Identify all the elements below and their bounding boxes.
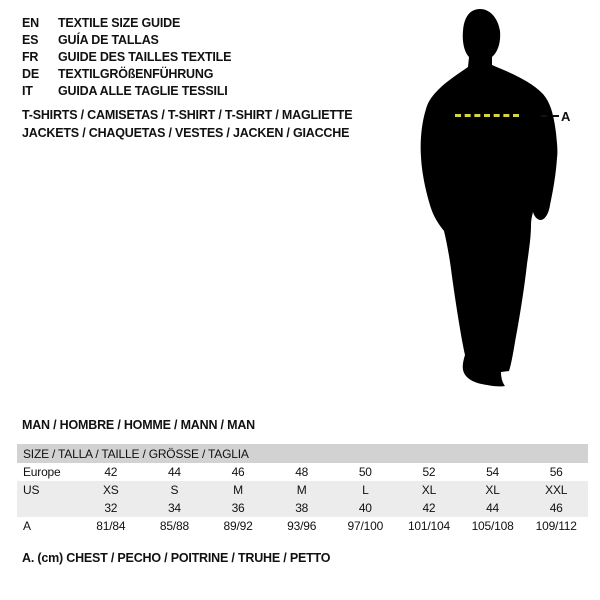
man-silhouette-image: [408, 5, 571, 395]
size-value: M: [296, 483, 307, 497]
row-label: Europe: [23, 465, 61, 479]
size-value: 85/88: [159, 519, 189, 533]
size-value: L: [362, 483, 369, 497]
size-value: 52: [422, 465, 436, 479]
size-value: 81/84: [96, 519, 126, 533]
size-value: 34: [167, 501, 181, 515]
language-label: GUIDA ALLE TAGLIE TESSILI: [58, 84, 228, 98]
size-value: 101/104: [407, 519, 450, 533]
section-title-man: MAN / HOMBRE / HOMME / MANN / MAN: [22, 418, 255, 432]
size-value: 46: [231, 465, 245, 479]
category-lines: [22, 106, 352, 142]
size-value: 89/92: [223, 519, 253, 533]
language-list: [22, 15, 231, 100]
size-value: 44: [486, 501, 500, 515]
measure-label-a: A: [561, 109, 571, 124]
size-table-row-numeric: [17, 499, 588, 517]
size-value: S: [170, 483, 179, 497]
size-value: 50: [358, 465, 372, 479]
category-line-tshirts: T-SHIRTS / CAMISETAS / T-SHIRT / T-SHIRT / MAGLIETTE: [22, 108, 353, 122]
row-label: A: [23, 519, 31, 533]
size-value: XS: [103, 483, 119, 497]
language-row-en: [22, 15, 231, 32]
language-row-fr: [22, 49, 231, 66]
language-code: EN: [22, 16, 39, 30]
size-value: 93/96: [287, 519, 317, 533]
size-table-row-chest: [17, 517, 588, 535]
language-label: GUÍA DE TALLAS: [58, 33, 159, 47]
size-value: 40: [358, 501, 372, 515]
size-table-header: SIZE / TALLA / TAILLE / GRÖSSE / TAGLIA: [17, 444, 588, 463]
size-value: XL: [485, 483, 500, 497]
size-value: 105/108: [471, 519, 514, 533]
row-label: US: [23, 483, 40, 497]
size-value: XL: [421, 483, 437, 497]
footnote-chest-measurement: A. (cm) CHEST / PECHO / POITRINE / TRUHE / PETTO: [22, 551, 331, 565]
category-line-jackets: JACKETS / CHAQUETAS / VESTES / JACKEN / GIACCHE: [22, 126, 350, 140]
measure-leader-line: [541, 115, 559, 117]
man-silhouette-path: [421, 9, 558, 386]
language-label: TEXTILGRÖßENFÜHRUNG: [58, 67, 214, 81]
language-label: TEXTILE SIZE GUIDE: [58, 16, 181, 30]
language-code: DE: [22, 67, 39, 81]
size-value: 48: [295, 465, 309, 479]
language-code: ES: [22, 33, 39, 47]
size-value: M: [233, 483, 243, 497]
size-value: 44: [167, 465, 181, 479]
size-table-row-europe: [17, 463, 588, 481]
language-code: IT: [22, 84, 33, 98]
size-value: 56: [549, 465, 563, 479]
chest-measure-line: [455, 114, 519, 117]
language-row-es: [22, 32, 231, 49]
size-value: 46: [549, 501, 563, 515]
language-row-it: [22, 83, 231, 100]
size-value: 36: [231, 501, 245, 515]
size-value: 97/100: [347, 519, 384, 533]
language-code: FR: [22, 50, 39, 64]
language-row-de: [22, 66, 231, 83]
language-label: GUIDE DES TAILLES TEXTILE: [58, 50, 232, 64]
size-table-header-row: [17, 444, 588, 463]
size-table-row-us: [17, 481, 588, 499]
size-value: 42: [422, 501, 436, 515]
size-value: 42: [104, 465, 118, 479]
size-value: 32: [104, 501, 118, 515]
size-value: 38: [295, 501, 309, 515]
size-value: 109/112: [535, 519, 577, 533]
size-value: 54: [486, 465, 500, 479]
size-value: XXL: [545, 483, 568, 497]
size-table: [17, 444, 588, 535]
row-label: [17, 499, 79, 517]
